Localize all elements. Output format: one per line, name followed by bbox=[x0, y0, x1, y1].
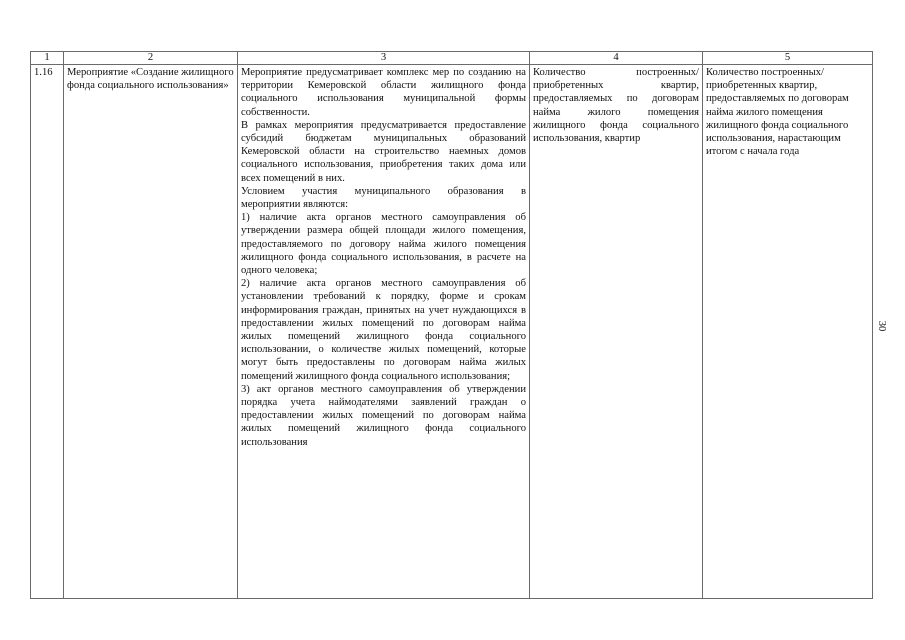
measure-description-cell bbox=[238, 65, 530, 599]
description-paragraph: 1) наличие акта органов местного самоуправления об утверждении размера общей площади жилого помещения, предоставляемого по договору найма жилого помещения жилищного фонда социального использования, в расчете на одного человека; bbox=[241, 212, 526, 277]
description-paragraph: Мероприятие предусматривает комплекс мер по созданию на территории Кемеровской области жилищного фонда социального использования муниципальной формы собственности. bbox=[241, 67, 526, 118]
column-number-5: 5 bbox=[703, 52, 873, 65]
column-number-2: 2 bbox=[64, 52, 238, 65]
measure-name-cell: Мероприятие «Создание жилищного фонда социального использования» bbox=[64, 65, 238, 599]
column-number-1: 1 bbox=[31, 52, 64, 65]
indicator-text: Количество построенных/ приобретенных квартир, предоставляемых по договорам найма жилого помещения жилищного фонда социального использования, квартир bbox=[533, 67, 699, 145]
description-paragraph: Условием участия муниципального образования в мероприятии являются: bbox=[241, 185, 526, 211]
description-paragraph: 3) акт органов местного самоуправления об утверждении порядка учета наймодателями заявлений граждан о предоставлении жилых помещений по договорам найма жилых помещений жилищного фонда социального использования bbox=[241, 383, 526, 448]
description-paragraph: В рамках мероприятия предусматривается предоставление субсидий бюджетам муниципальных образований Кемеровской области на строительство наемных домов социального использования, приобретения таких дома или всех помещений в них. bbox=[241, 119, 526, 184]
column-number-4: 4 bbox=[530, 52, 703, 65]
page-number: 30 bbox=[876, 320, 887, 332]
indicator-cell bbox=[530, 65, 703, 599]
calculation-method-cell: Количество построенных/ приобретенных квартир, предоставляемых по договорам найма жилого помещения жилищного фонда социального использования, нарастающим итогом с начала года bbox=[703, 65, 873, 599]
program-measures-table bbox=[30, 51, 873, 599]
table-row bbox=[31, 65, 873, 599]
column-number-3: 3 bbox=[238, 52, 530, 65]
row-number-cell: 1.16 bbox=[31, 65, 64, 599]
description-paragraph: 2) наличие акта органов местного самоуправления об установлении требований к порядку, форме и срокам информирования граждан, принятых на учет нуждающихся в предоставлении жилых помещений по договорам найма жилых помещений жилищного фонда социального использовании, о количестве жилых помещений, которые могут быть предоставлены по договорам найма жилых помещений жилищного фонда социального использования; bbox=[241, 278, 526, 382]
table-header-row bbox=[31, 52, 873, 65]
